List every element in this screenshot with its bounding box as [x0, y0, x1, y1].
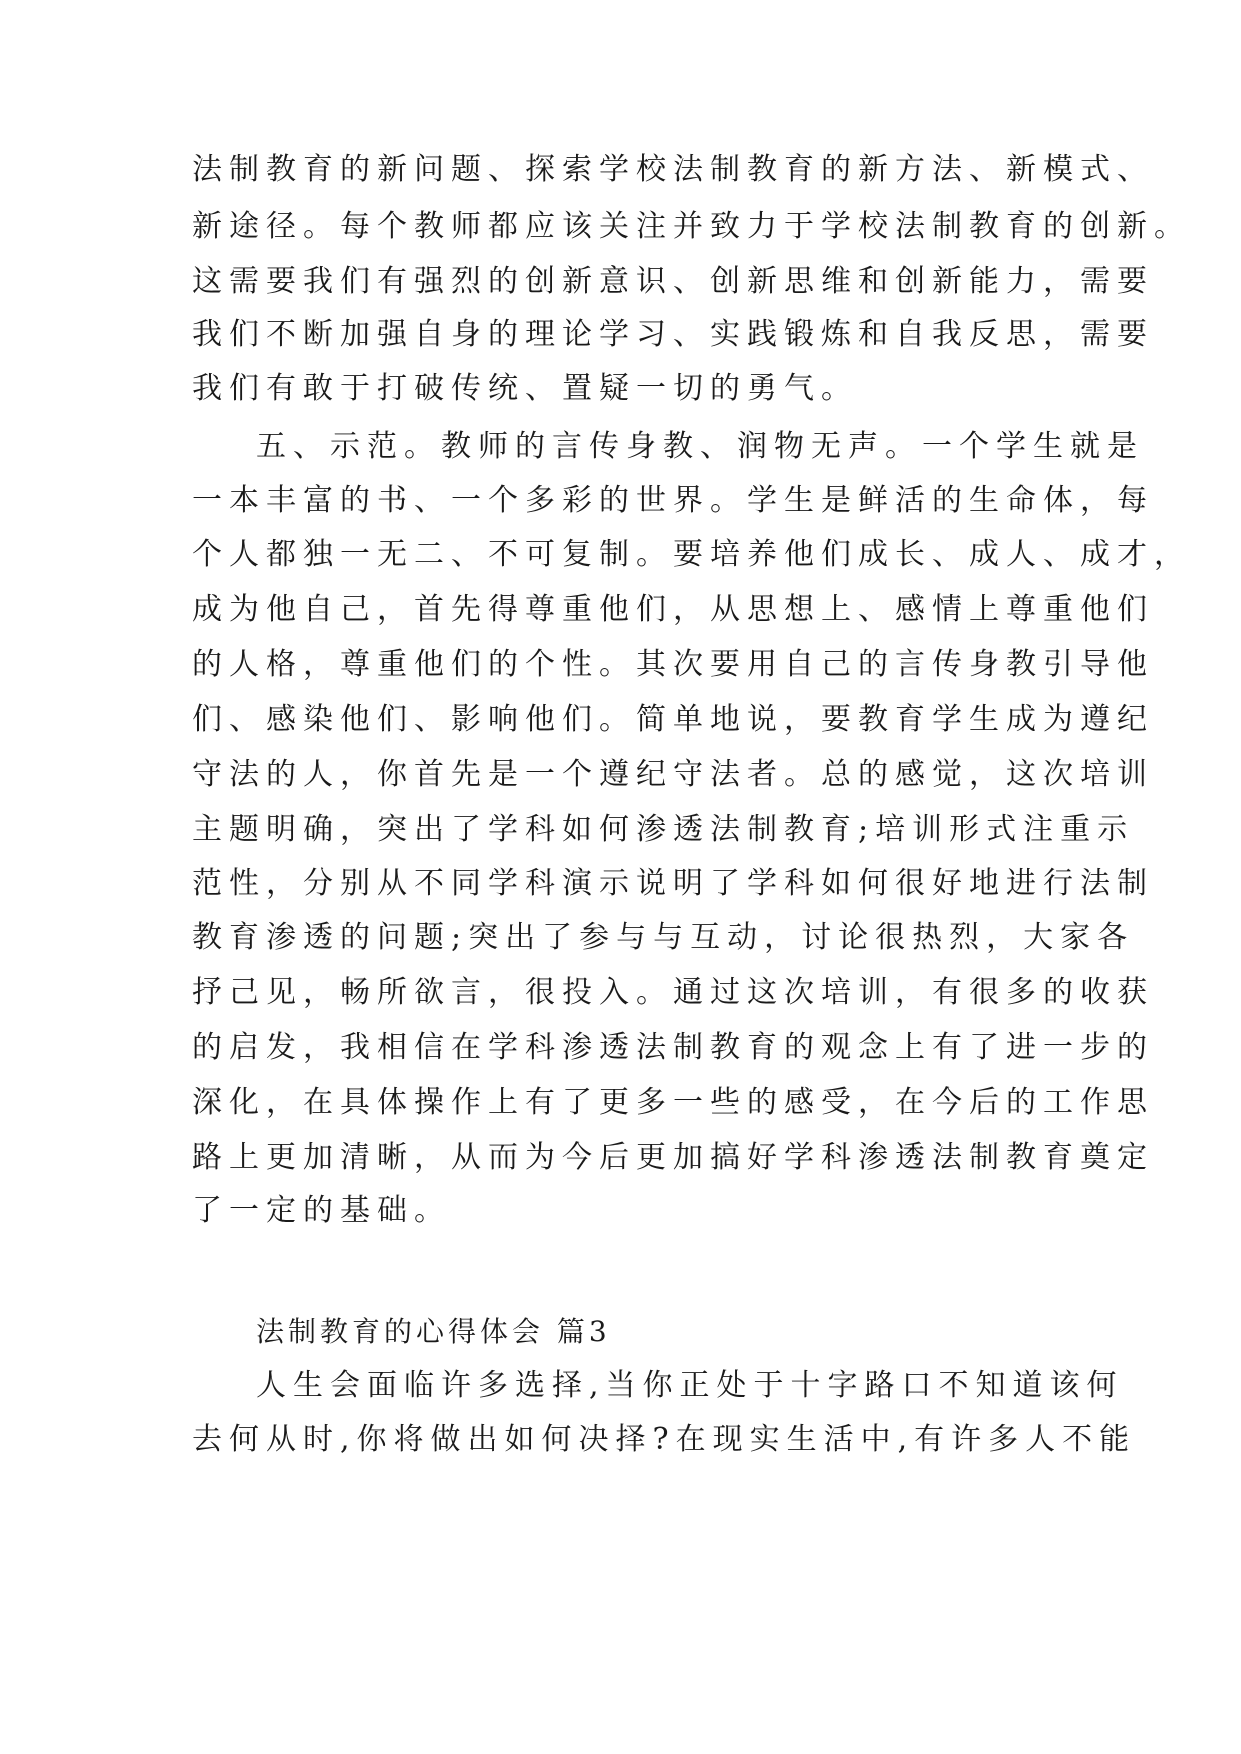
paragraph-line: 主题明确，突出了学科如何渗透法制教育;培训形式注重示 [192, 812, 1135, 847]
paragraph-line: 我们有敢于打破传统、置疑一切的勇气。 [192, 371, 858, 406]
section-heading: 法制教育的心得体会 篇3 [256, 1315, 611, 1348]
paragraph-first-line: 五、示范。教师的言传身教、润物无声。一个学生就是 [256, 429, 1144, 464]
paragraph-line: 路上更加清晰，从而为今后更加搞好学科渗透法制教育奠定 [192, 1140, 1154, 1175]
paragraph-line: 守法的人，你首先是一个遵纪守法者。总的感觉，这次培训 [192, 757, 1154, 792]
paragraph-line: 的启发，我相信在学科渗透法制教育的观念上有了进一步的 [192, 1030, 1154, 1065]
paragraph-line: 新途径。每个教师都应该关注并致力于学校法制教育的创新。 [192, 209, 1191, 244]
paragraph-line: 我们不断加强自身的理论学习、实践锻炼和自我反思，需要 [192, 317, 1154, 352]
paragraph-line: 一本丰富的书、一个多彩的世界。学生是鲜活的生命体，每 [192, 483, 1154, 518]
paragraph-first-line: 人生会面临许多选择,当你正处于十字路口不知道该何 [256, 1368, 1124, 1403]
paragraph-line: 们、感染他们、影响他们。简单地说，要教育学生成为遵纪 [192, 702, 1154, 737]
paragraph-line: 教育渗透的问题;突出了参与与互动，讨论很热烈，大家各 [192, 920, 1135, 955]
paragraph-line: 法制教育的新问题、探索学校法制教育的新方法、新模式、 [192, 152, 1154, 187]
paragraph-line: 深化，在具体操作上有了更多一些的感受，在今后的工作思 [192, 1085, 1154, 1120]
paragraph-line: 的人格，尊重他们的个性。其次要用自己的言传身教引导他 [192, 647, 1154, 682]
paragraph-line: 个人都独一无二、不可复制。要培养他们成长、成人、成才， [192, 537, 1191, 572]
paragraph-line: 抒己见，畅所欲言，很投入。通过这次培训，有很多的收获 [192, 975, 1154, 1010]
paragraph-line: 成为他自己，首先得尊重他们，从思想上、感情上尊重他们 [192, 592, 1154, 627]
paragraph-line: 了一定的基础。 [192, 1193, 451, 1228]
paragraph-line: 这需要我们有强烈的创新意识、创新思维和创新能力，需要 [192, 264, 1154, 299]
paragraph-line: 去何从时,你将做出如何决择?在现实生活中,有许多人不能 [192, 1422, 1137, 1457]
paragraph-line: 范性，分别从不同学科演示说明了学科如何很好地进行法制 [192, 866, 1154, 901]
